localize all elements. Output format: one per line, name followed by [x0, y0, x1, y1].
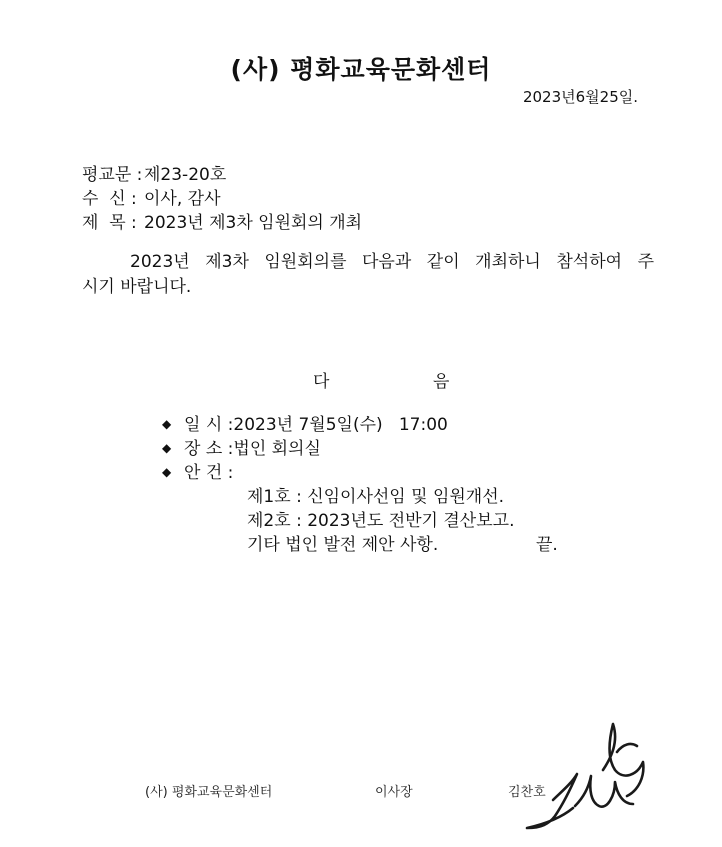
- agenda-item: [162, 458, 233, 483]
- signature-image: [505, 712, 655, 837]
- datetime-item: [162, 410, 448, 435]
- agenda-label: 안 건 :: [184, 463, 234, 483]
- body-paragraph: [82, 250, 654, 300]
- details-heading-right: 음: [433, 372, 450, 392]
- document-date: 2023년6월25일.: [522, 88, 638, 106]
- agenda-entry: 제2호 : 2023년도 전반기 결산보고.: [247, 511, 515, 531]
- body-line-2: 시기 바랍니다.: [82, 277, 192, 297]
- subject-row: [82, 208, 362, 233]
- agenda-entry: 기타 법인 발전 제안 사항.: [247, 535, 439, 555]
- footer-organization: (사) 평화교육문화센터: [145, 785, 273, 800]
- body-line-1: 2023년 제3차 임원회의를 다음과 같이 개최하니 참석하여 주: [130, 252, 654, 272]
- recipient: 이사, 감사: [144, 189, 221, 209]
- recipient-row: [82, 184, 221, 209]
- place-value: 법인 회의실: [233, 439, 321, 459]
- datetime-label: 일 시 :: [184, 415, 234, 435]
- details-heading-left: 다: [313, 372, 330, 392]
- datetime-value: 2023년 7월5일(수) 17:00: [233, 415, 448, 435]
- subject: 2023년 제3차 임원회의 개최: [144, 213, 363, 233]
- footer-name: 김찬호: [508, 785, 546, 800]
- agenda-entry: 제1호 : 신임이사선임 및 임원개선.: [247, 487, 505, 507]
- end-mark: 끝.: [536, 535, 558, 555]
- diamond-bullet-icon: ◆: [162, 441, 172, 455]
- document-title: (사) 평화교육문화센터: [230, 55, 492, 84]
- place-item: [162, 434, 321, 459]
- place-label: 장 소 :: [184, 439, 234, 459]
- doc-number-label: 평교문 :: [82, 165, 143, 185]
- footer-position: 이사장: [375, 785, 413, 800]
- recipient-label: 수 신 :: [82, 189, 137, 209]
- doc-number: 제23-20호: [144, 165, 227, 185]
- diamond-bullet-icon: ◆: [162, 465, 172, 479]
- diamond-bullet-icon: ◆: [162, 417, 172, 431]
- subject-label: 제 목 :: [82, 213, 137, 233]
- doc-number-row: [82, 160, 226, 185]
